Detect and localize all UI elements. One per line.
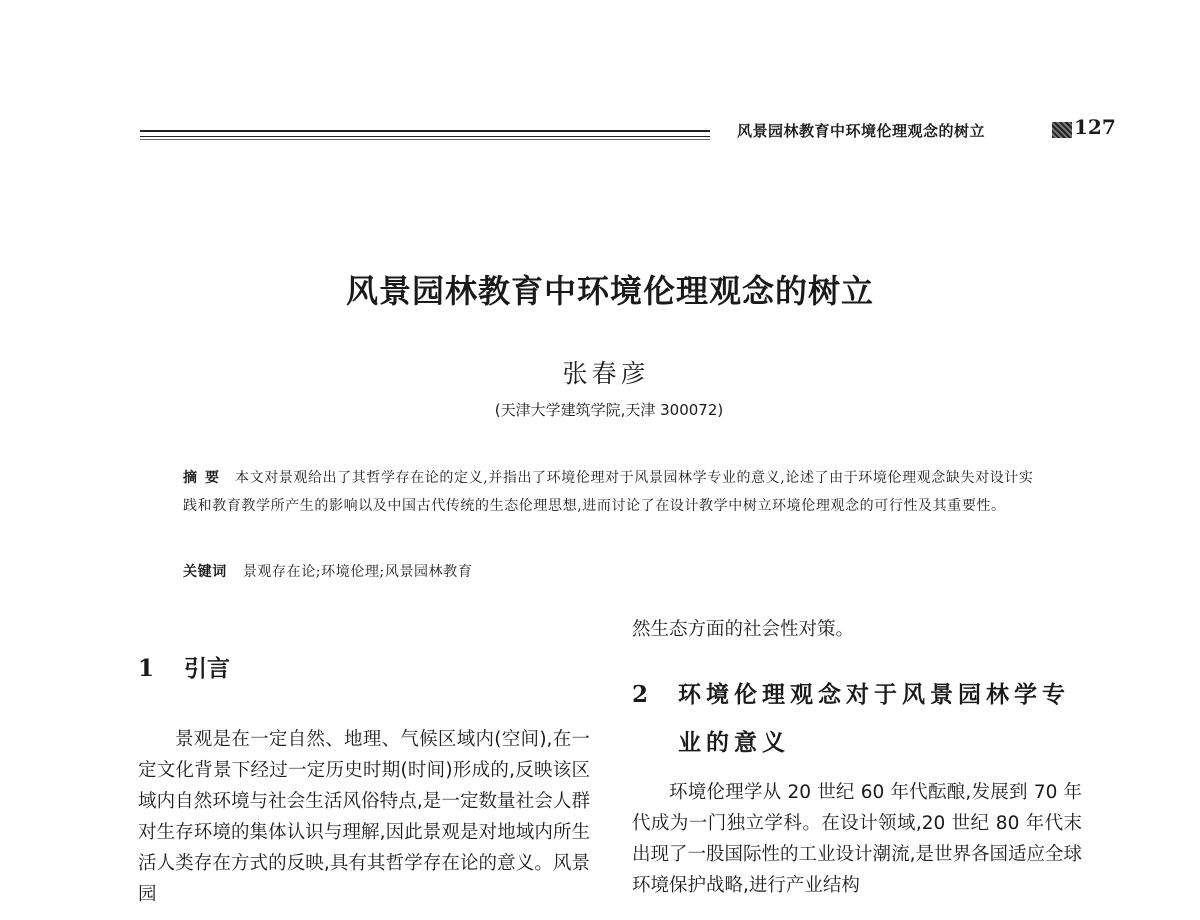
right-column <box>632 614 1082 901</box>
continuation-text: 然生态方面的社会性对策。 <box>632 619 855 640</box>
running-title: 风景园林教育中环境伦理观念的树立 <box>737 122 986 140</box>
section-2-heading <box>632 671 1082 767</box>
section-2-title: 环境伦理观念对于风景园林学专业的意义 <box>678 681 1070 756</box>
header-rule-thin <box>140 139 710 140</box>
section-1-heading <box>138 650 590 690</box>
section-2-paragraph: 环境伦理学从 20 世纪 60 年代酝酿,发展到 70 年代成为一门独立学科。在设计领域,20 世纪 80 年代末出现了一股国际性的工业设计潮流,是世界各国适应全球环境保护战略,进行产业结构 <box>632 782 1082 896</box>
page-number: 127 <box>1074 115 1116 139</box>
running-header <box>140 112 1115 148</box>
section-1-title: 引言 <box>184 655 230 682</box>
keywords <box>183 561 1043 581</box>
keywords-text: 景观存在论;环境伦理;风景园林教育 <box>242 564 473 580</box>
section-1-paragraph: 景观是在一定自然、地理、气候区域内(空间),在一定文化背景下经过一定历史时期(时间)形成的,反映该区域内自然环境与社会生活风俗特点,是一定数量社会人群对生存环境的集体认识与理解,因此景观是对地域内所生活人类存在方式的反映,具有其哲学存在论的意义。风景园 <box>138 729 590 905</box>
section-1-number: 1 <box>138 655 155 682</box>
abstract-label: 摘要 <box>183 470 227 486</box>
author-affiliation: (天津大学建筑学院,天津 300072) <box>494 401 724 419</box>
article-title: 风景园林教育中环境伦理观念的树立 <box>345 272 874 310</box>
keywords-label: 关键词 <box>183 564 227 580</box>
article-author: 张春彦 <box>562 359 650 388</box>
journal-logo-icon <box>1052 122 1072 138</box>
header-rule <box>140 130 710 137</box>
left-column <box>138 650 590 910</box>
abstract-text: 本文对景观给出了其哲学存在论的定义,并指出了环境伦理对于风景园林学专业的意义,论述了由于环境伦理观念缺失对设计实践和教育教学所产生的影响以及中国古代传统的生态伦理思想,进而讨论了在设计教学中树立环境伦理观念的可行性及其重要性。 <box>183 470 1034 514</box>
abstract <box>183 464 1043 520</box>
section-2-number: 2 <box>632 681 654 708</box>
